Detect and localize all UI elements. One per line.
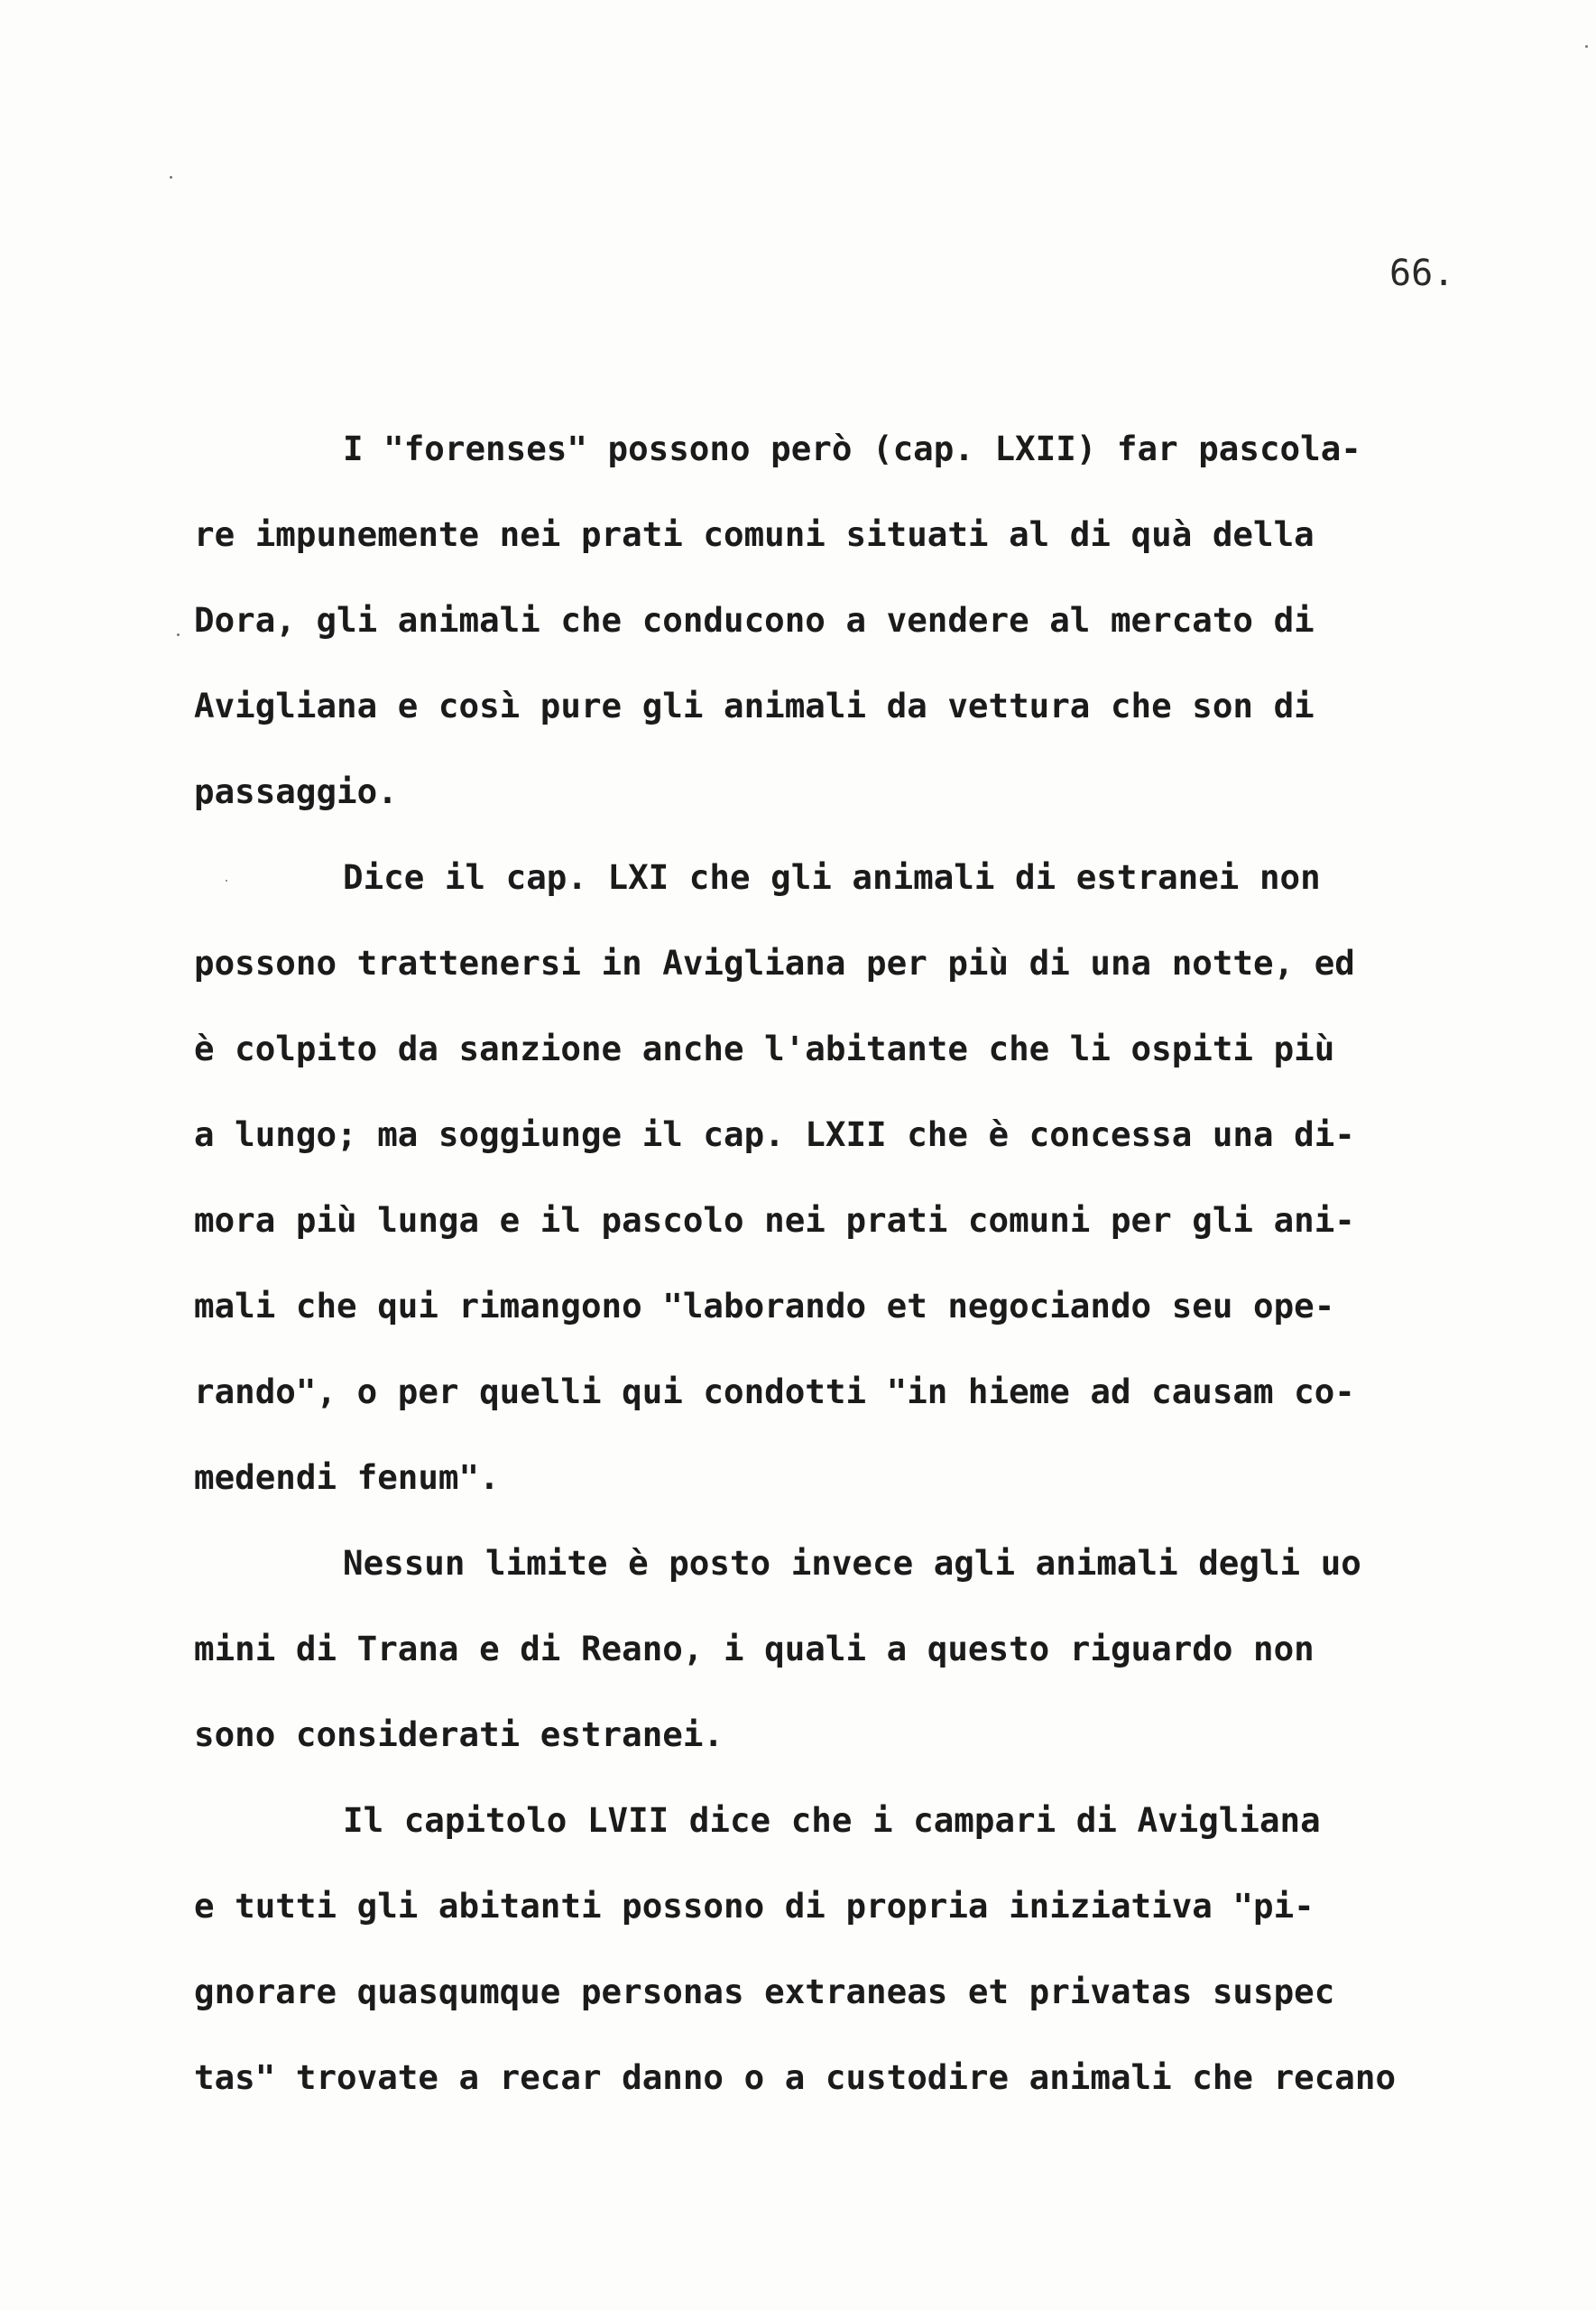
- text-line: Dice il cap. LXI che gli animali di estranei non: [343, 857, 1321, 897]
- text-line: gnorare quasqumque personas extraneas et privatas suspec: [194, 1972, 1335, 2011]
- text-line: Il capitolo LVII dice che i campari di Avigliana: [343, 1800, 1321, 1840]
- scan-speck: [226, 880, 227, 882]
- text-line: possono trattenersi in Avigliana per più di una notte, ed: [194, 943, 1355, 983]
- text-line: sono considerati estranei.: [194, 1714, 724, 1754]
- text-line: mora più lunga e il pascolo nei prati comuni per gli ani-: [194, 1200, 1355, 1240]
- scan-speck: [1585, 45, 1588, 48]
- text-line: re impunemente nei prati comuni situati al di quà della: [194, 514, 1315, 554]
- text-line: Avigliana e così pure gli animali da vettura che son di: [194, 686, 1315, 725]
- text-line: Nessun limite è posto invece agli animali degli uo: [343, 1543, 1361, 1583]
- text-line: tas" trovate a recar danno o a custodire animali che recano: [194, 2057, 1397, 2097]
- scan-speck: [170, 176, 172, 179]
- text-line: I "forenses" possono però (cap. LXII) far pascola-: [343, 429, 1361, 468]
- text-line: mini di Trana e di Reano, i quali a questo riguardo non: [194, 1629, 1315, 1668]
- text-line: passaggio.: [194, 772, 398, 811]
- text-line: a lungo; ma soggiunge il cap. LXII che è concessa una di-: [194, 1114, 1355, 1154]
- text-line: medendi fenum".: [194, 1457, 500, 1497]
- text-line: e tutti gli abitanti possono di propria iniziativa "pi-: [194, 1886, 1315, 1926]
- text-line: mali che qui rimangono "laborando et negociando seu ope-: [194, 1286, 1335, 1326]
- page-number: 66.: [1389, 253, 1455, 294]
- text-line: è colpito da sanzione anche l'abitante che li ospiti più: [194, 1029, 1335, 1068]
- scan-speck: [177, 633, 180, 636]
- text-line: rando", o per quelli qui condotti "in hieme ad causam co-: [194, 1372, 1355, 1411]
- text-line: Dora, gli animali che conducono a vendere al mercato di: [194, 600, 1315, 640]
